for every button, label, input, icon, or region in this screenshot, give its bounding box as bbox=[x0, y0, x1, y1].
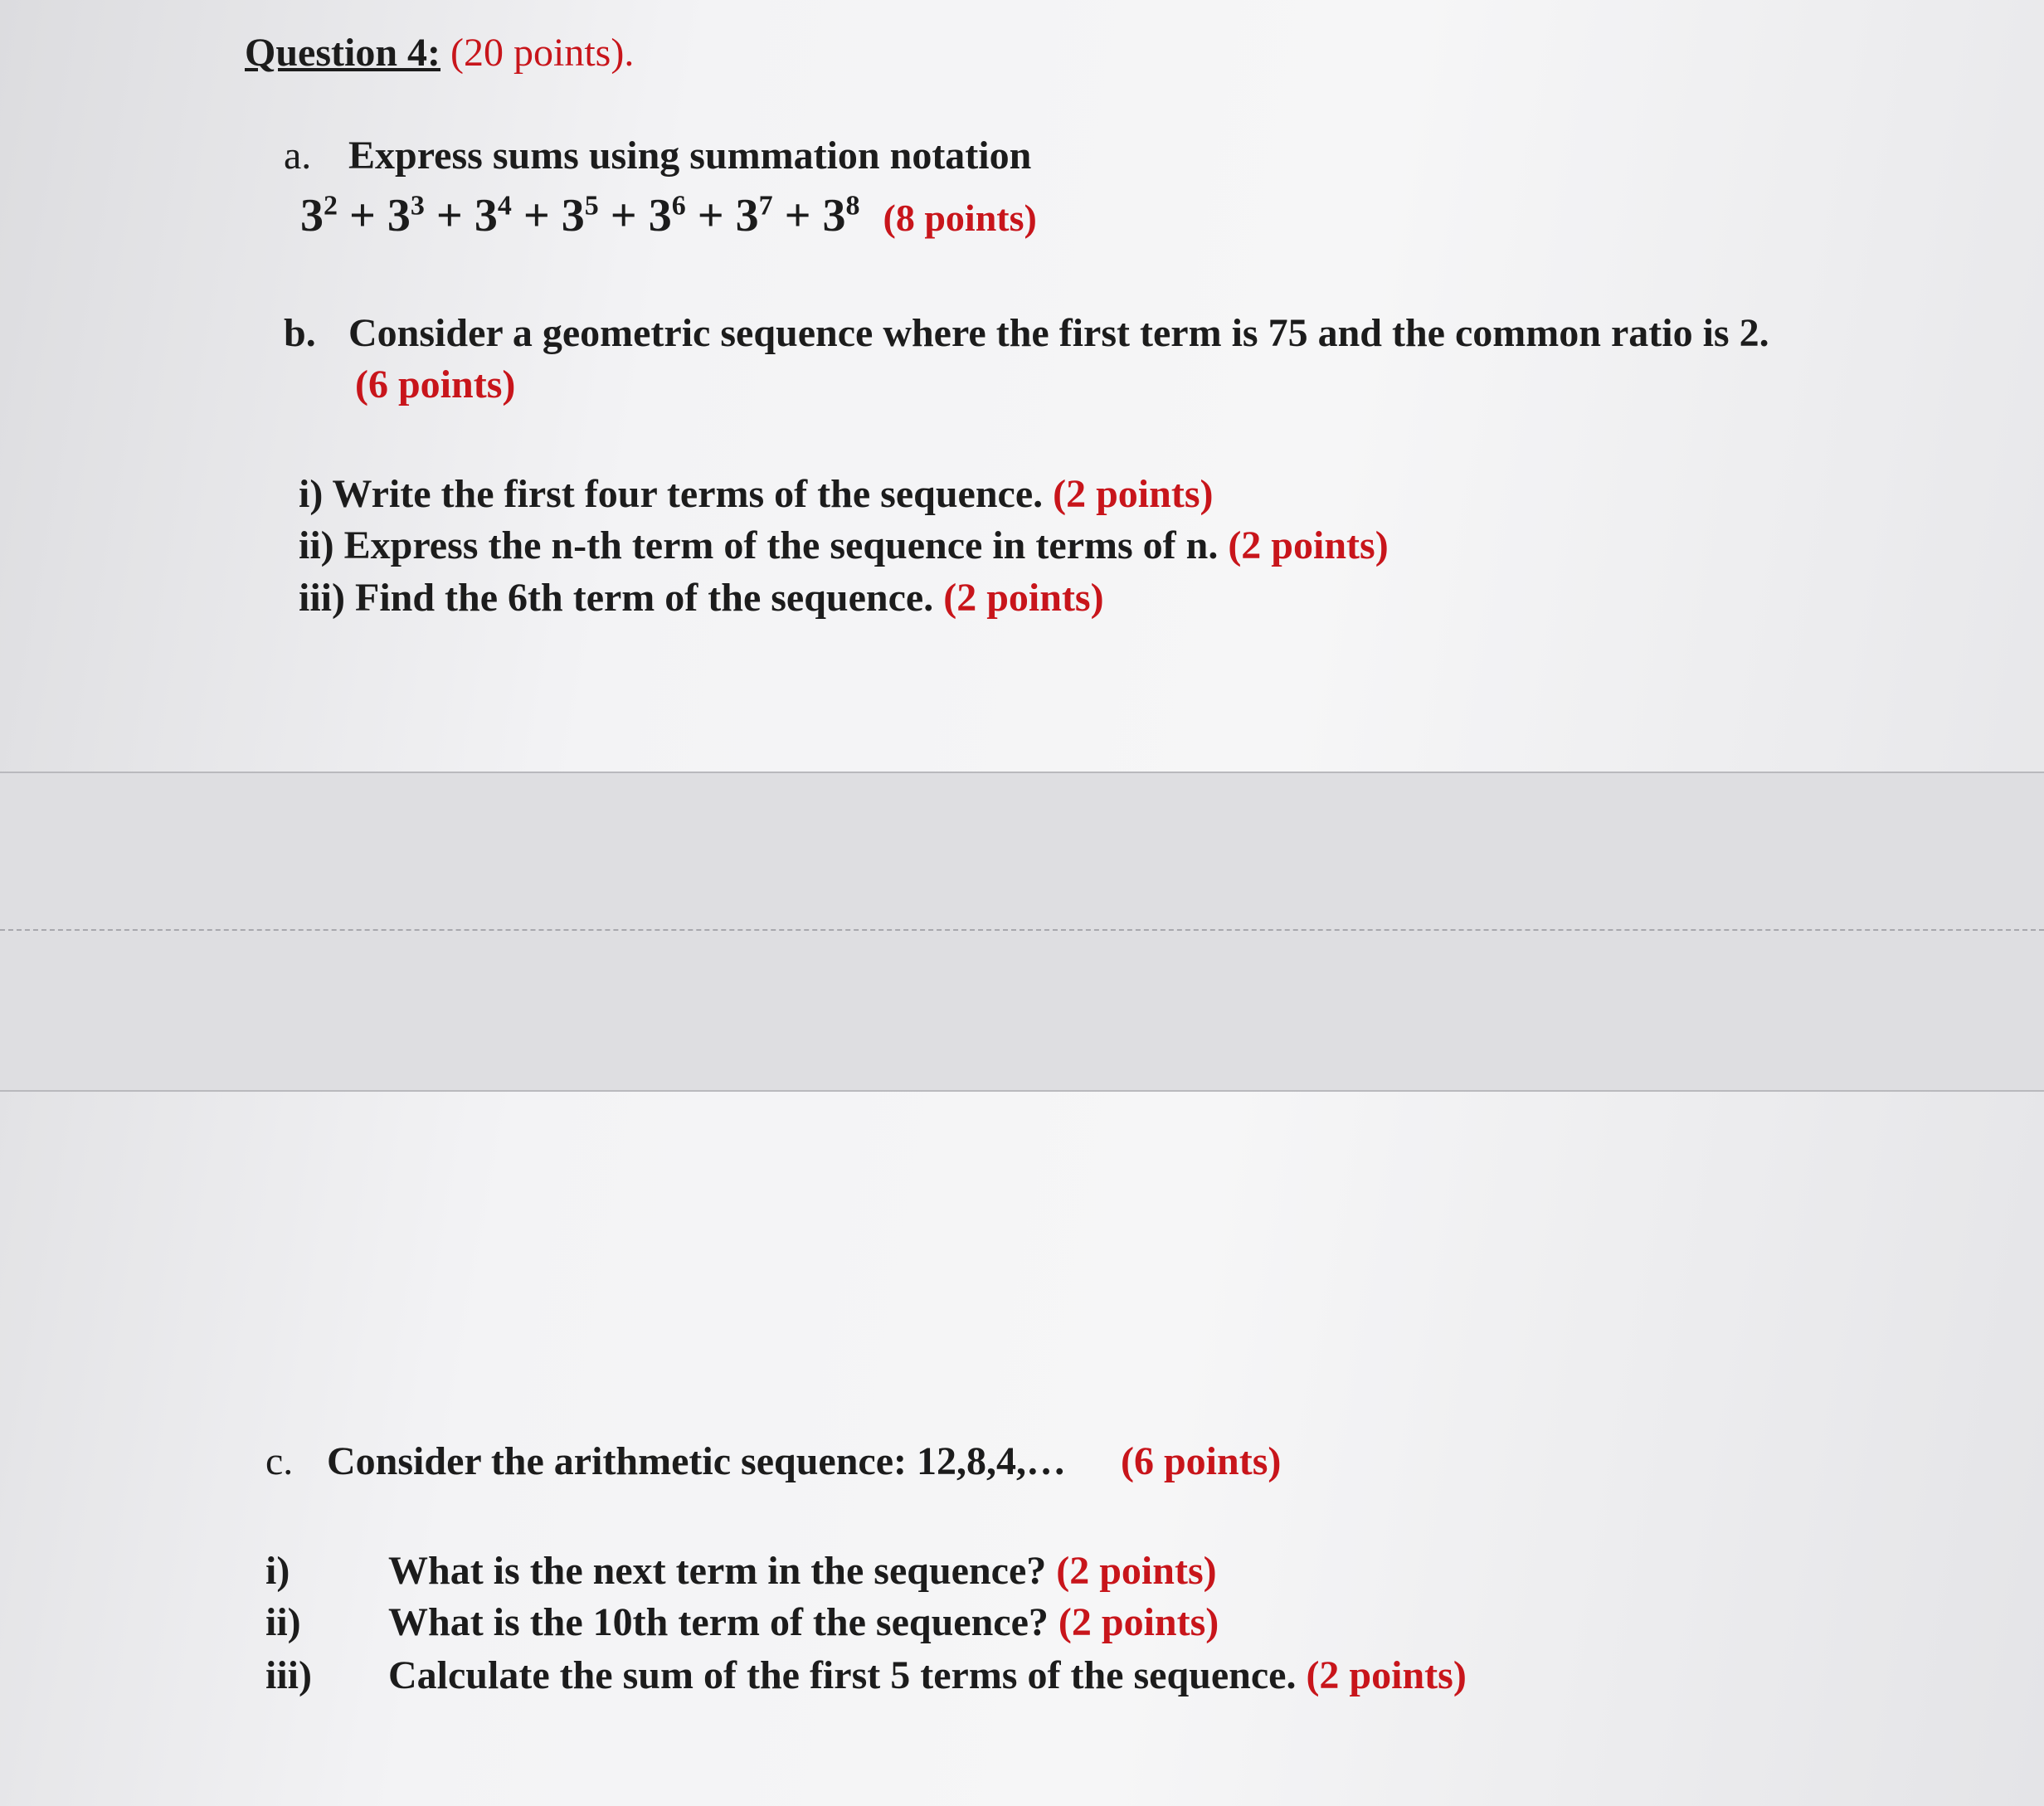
question-title bbox=[245, 30, 634, 75]
part-b-text: Consider a geometric sequence where the first term is 75 and the common ratio is 2. bbox=[348, 311, 1769, 355]
part-c-item: iii) Calculate the sum of the first 5 terms of the sequence. (2 points) bbox=[265, 1653, 1467, 1697]
plus-operator: + bbox=[610, 190, 637, 241]
plus-operator: + bbox=[697, 190, 724, 241]
term-3: $3^4$ bbox=[474, 190, 512, 241]
part-a-heading bbox=[284, 133, 1031, 178]
question-points: (20 points). bbox=[450, 31, 635, 75]
part-c-label: c. bbox=[265, 1439, 294, 1483]
part-b-item: i) Write the first four terms of the sequence. (2 points) bbox=[299, 472, 1214, 516]
part-b-heading bbox=[284, 310, 1769, 356]
part-a-points: (8 points) bbox=[883, 197, 1037, 239]
plus-operator: + bbox=[784, 190, 811, 241]
part-c-points: (6 points) bbox=[1121, 1439, 1282, 1483]
plus-operator: + bbox=[523, 190, 550, 241]
term-1: $3^2$ bbox=[300, 190, 338, 241]
part-c-item: i) What is the next term in the sequence? (2 points) bbox=[265, 1549, 1217, 1593]
plus-operator: + bbox=[349, 190, 376, 241]
part-c-text: Consider the arithmetic sequence: 12,8,4,… bbox=[327, 1439, 1066, 1483]
part-a-expression bbox=[300, 189, 1037, 242]
term-2: $3^3$ bbox=[387, 190, 425, 241]
part-b-item: ii) Express the n-th term of the sequence in terms of n. (2 points) bbox=[299, 523, 1389, 567]
term-5: $3^6$ bbox=[648, 190, 686, 241]
term-4: $3^5$ bbox=[561, 190, 599, 241]
plus-operator: + bbox=[436, 190, 463, 241]
part-a-text: Express sums using summation notation bbox=[348, 134, 1032, 178]
part-c-item: ii) What is the 10th term of the sequence? (2 points) bbox=[265, 1600, 1219, 1644]
dashed-divider bbox=[0, 929, 2044, 931]
part-a-label: a. bbox=[284, 134, 312, 178]
part-b-label: b. bbox=[284, 311, 316, 355]
part-c-heading bbox=[265, 1438, 1281, 1484]
term-6: $3^7$ bbox=[735, 190, 773, 241]
term-7: $3^8$ bbox=[822, 190, 860, 241]
part-b-item: iii) Find the 6th term of the sequence. (2 points) bbox=[299, 576, 1104, 620]
part-b-points: (6 points) bbox=[355, 363, 516, 406]
question-label: Question 4: bbox=[245, 31, 441, 75]
answer-band bbox=[0, 772, 2044, 1092]
